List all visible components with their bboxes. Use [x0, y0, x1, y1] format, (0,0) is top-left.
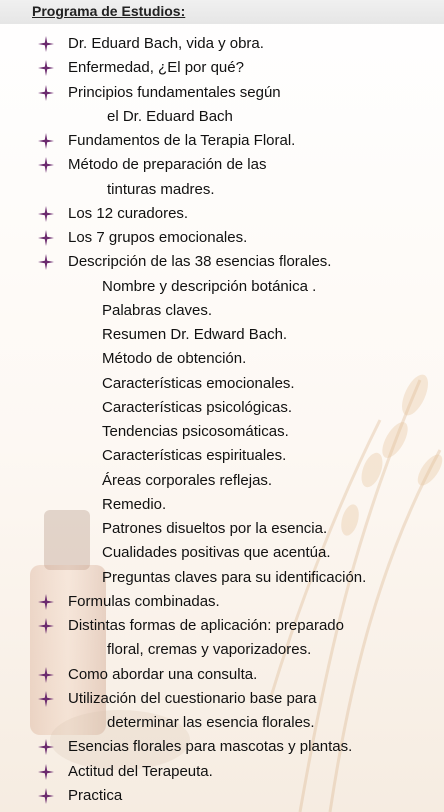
list-item-text: Los 12 curadores.: [68, 204, 189, 222]
list-item-text: Como abordar una consulta.: [68, 665, 258, 683]
list-item-text: Patrones disueltos por la esencia.: [102, 520, 328, 537]
list-item-text: Resumen Dr. Edward Bach.: [102, 326, 288, 343]
list-item: [0, 663, 444, 687]
list-item-text: Tendencias psicosomáticas.: [102, 423, 289, 440]
list-item-text: Distintas formas de aplicación: preparado: [68, 617, 344, 634]
list-subitem: [0, 444, 444, 468]
list-item-text: determinar las esencia florales.: [107, 714, 315, 731]
list-item-text: Fundamentos de la Terapia Floral.: [68, 132, 296, 149]
sparkle-bullet-icon: [38, 60, 54, 76]
sparkle-bullet-icon: [38, 594, 54, 610]
list-item-text: Método de obtención.: [102, 350, 247, 368]
list-item: [0, 32, 444, 56]
list-item: [0, 250, 444, 274]
list-item-text: Los 7 grupos emocionales.: [68, 229, 248, 246]
list-item: [0, 226, 444, 250]
list-item-text: tinturas madres.: [107, 180, 215, 198]
list-item-text: Formulas combinadas.: [68, 592, 220, 610]
sparkle-bullet-icon: [38, 691, 54, 707]
list-item: [0, 614, 444, 638]
list-subitem: [0, 493, 444, 517]
list-item: [0, 760, 444, 784]
list-item-text: Remedio.: [102, 495, 167, 513]
list-item-text: Actitud del Terapeuta.: [68, 762, 213, 780]
list-subitem: [0, 541, 444, 565]
list-item-text: Palabras claves.: [102, 301, 213, 319]
list-item-text: Nombre y descripción botánica .: [102, 277, 317, 295]
list-item-text: Descripción de las 38 esencias florales.: [68, 253, 332, 271]
list-item: [0, 784, 444, 808]
list-subitem: [0, 566, 444, 590]
sparkle-bullet-icon: [38, 206, 54, 222]
list-subitem: [0, 299, 444, 323]
list-subitem: [0, 420, 444, 444]
list-subitem: [0, 178, 444, 202]
list-subitem: [0, 372, 444, 396]
list-subitem: [0, 323, 444, 347]
list-item-text: floral, cremas y vaporizadores.: [107, 641, 312, 659]
list-item-text: Características emocionales.: [102, 374, 295, 392]
list-item-text: Principios fundamentales según: [68, 83, 281, 101]
sparkle-bullet-icon: [38, 764, 54, 780]
header-bar: [0, 0, 444, 24]
list-subitem: [0, 396, 444, 420]
list-subitem: [0, 105, 444, 129]
page-title: Programa de Estudios:: [32, 3, 186, 19]
list-subitem: [0, 347, 444, 371]
list-item-text: Dr. Eduard Bach, vida y obra.: [68, 35, 264, 52]
sparkle-bullet-icon: [38, 85, 54, 101]
sparkle-bullet-icon: [38, 667, 54, 683]
sparkle-bullet-icon: [38, 36, 54, 52]
list-subitem: [0, 275, 444, 299]
list-item-text: Practica: [68, 786, 123, 804]
sparkle-bullet-icon: [38, 230, 54, 246]
list-subitem: [0, 517, 444, 541]
sparkle-bullet-icon: [38, 157, 54, 173]
list-item: [0, 81, 444, 105]
list-item-text: Áreas corporales reflejas.: [102, 471, 273, 489]
list-item-text: Enfermedad, ¿El por qué?: [68, 59, 244, 77]
list-item: [0, 687, 444, 711]
list-subitem: [0, 711, 444, 735]
list-item-text: Esencias florales para mascotas y plantas.: [68, 738, 353, 756]
list-item: [0, 153, 444, 177]
list-item-text: el Dr. Eduard Bach: [107, 107, 233, 125]
sparkle-bullet-icon: [38, 254, 54, 270]
list-item-text: Método de preparación de las: [68, 156, 267, 174]
list-item-text: Preguntas claves para su identificación.: [102, 568, 367, 586]
list-item-text: Cualidades positivas que acentúa.: [102, 544, 331, 562]
list-item: [0, 129, 444, 153]
list-item-text: Características espirituales.: [102, 447, 287, 465]
list-item-text: Utilización del cuestionario base para: [68, 689, 317, 707]
list-item-text: Características psicológicas.: [102, 398, 293, 416]
sparkle-bullet-icon: [38, 739, 54, 755]
list-item: [0, 56, 444, 80]
list-subitem: [0, 638, 444, 662]
sparkle-bullet-icon: [38, 788, 54, 804]
sparkle-bullet-icon: [38, 618, 54, 634]
list-item: [0, 590, 444, 614]
list-item: [0, 735, 444, 759]
list-subitem: [0, 469, 444, 493]
list-item: [0, 202, 444, 226]
sparkle-bullet-icon: [38, 133, 54, 149]
